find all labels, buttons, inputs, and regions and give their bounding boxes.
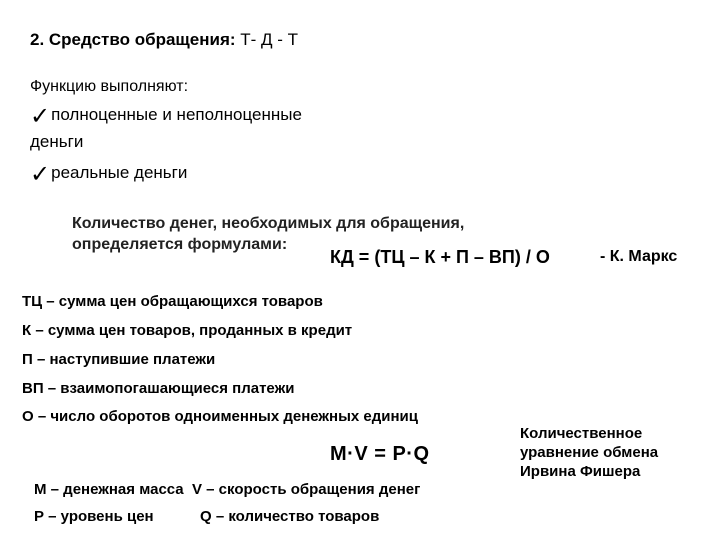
fisher-note-line-3: Ирвина Фишера bbox=[520, 463, 641, 480]
list-item bbox=[30, 160, 188, 188]
variables-row-2 bbox=[34, 508, 379, 525]
quantity-line-2: определяется формулами: bbox=[72, 236, 288, 253]
heading-formula: Т- Д - Т bbox=[235, 30, 299, 49]
definition-item: ТЦ – сумма цен обращающихся товаров bbox=[22, 293, 323, 310]
variable-v: V – скорость обращения денег bbox=[192, 481, 421, 498]
list-item-continuation: деньги bbox=[30, 132, 84, 151]
definition-item: О – число оборотов одноименных денежных единиц bbox=[22, 408, 418, 425]
list-item-text: полноценные и неполноценные bbox=[51, 105, 302, 124]
list-item bbox=[30, 102, 302, 130]
list-item-text: реальные деньги bbox=[51, 163, 188, 182]
variable-p: Р – уровень цен bbox=[34, 508, 154, 525]
checkmark-icon: ✓ bbox=[30, 102, 51, 130]
definition-item: ВП – взаимопогашающиеся платежи bbox=[22, 380, 295, 397]
fisher-note bbox=[520, 424, 700, 481]
variable-m: М – денежная масса bbox=[34, 481, 184, 498]
heading-prefix: 2. Средство обращения: bbox=[30, 30, 236, 49]
fisher-formula: M·V = P·Q bbox=[330, 443, 430, 465]
section-heading bbox=[30, 30, 298, 50]
fisher-note-line-2: уравнение обмена bbox=[520, 444, 659, 461]
functions-label: Функцию выполняют: bbox=[30, 78, 189, 95]
definition-item: К – сумма цен товаров, проданных в кредит bbox=[22, 322, 353, 339]
variables-row-1 bbox=[34, 481, 420, 498]
variable-q: Q – количество товаров bbox=[200, 508, 380, 525]
marx-formula: КД = (ТЦ – К + П – ВП) / О bbox=[330, 247, 550, 267]
definition-item: П – наступившие платежи bbox=[22, 351, 216, 368]
checkmark-icon: ✓ bbox=[30, 160, 51, 188]
fisher-note-line-1: Количественное bbox=[520, 425, 643, 442]
marx-author: - К. Маркс bbox=[600, 248, 678, 265]
quantity-line-1: Количество денег, необходимых для обращения, bbox=[72, 215, 465, 232]
